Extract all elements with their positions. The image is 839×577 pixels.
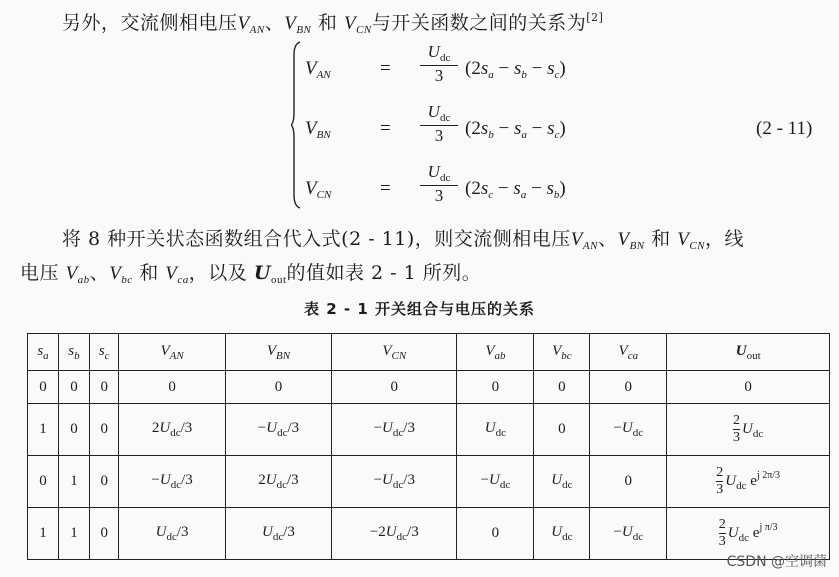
eq-rhs: $(2s_b - s_a - s_c)$ <box>465 118 566 141</box>
equals-sign: = <box>380 58 391 79</box>
para-and: 和 <box>651 228 671 250</box>
watermark: CSDN @空调菌 <box>726 554 827 570</box>
table-cell: 0 <box>534 371 590 404</box>
intro-line <box>62 8 603 36</box>
table-cell: 0 <box>119 371 225 404</box>
citation: [2] <box>586 11 604 24</box>
table-cell: 0 <box>590 371 667 404</box>
fraction <box>420 162 458 206</box>
var-vbn: V <box>284 13 297 34</box>
table-cell: 0 <box>667 371 830 404</box>
th-vab: $V_{ab}$ <box>457 334 534 371</box>
table-cell: 1 <box>58 508 89 560</box>
table-cell: $-U_{dc}$ <box>457 456 534 508</box>
frac-num: U <box>427 102 440 121</box>
eq-lhs-sub: CN <box>316 189 332 201</box>
table-cell: $U_{dc}$ <box>534 456 590 508</box>
table-row <box>28 508 830 560</box>
table-cell: $U_{dc}/3$ <box>119 508 225 560</box>
table-cell: $U_{dc}$ <box>534 508 590 560</box>
table-row <box>28 371 830 404</box>
table-cell: $-U_{dc}/3$ <box>225 404 331 456</box>
table-cell: 0 <box>28 456 59 508</box>
equals-sign: = <box>380 178 391 199</box>
table-caption: 表 2 - 1 开关组合与电压的关系 <box>304 300 535 318</box>
intro-text-a: 另外，交流侧相电压 <box>62 12 238 34</box>
fraction <box>420 42 458 86</box>
para-line-1: 将 8 种开关状态函数组合代入式(2 - 11)，则交流侧相电压$V_{AN}$、$V_{BN}$ 和 $V_{CN}$，线 <box>62 228 745 252</box>
table-cell: 1 <box>28 404 59 456</box>
equals-sign: = <box>380 118 391 139</box>
sep: 、 <box>264 12 285 34</box>
table-cell: $U_{dc}$ <box>457 404 534 456</box>
table-cell: $-U_{dc}/3$ <box>332 456 457 508</box>
table-cell: $U_{dc}/3$ <box>225 508 331 560</box>
frac-den: 3 <box>434 66 444 85</box>
para-text: 电压 <box>20 262 60 284</box>
th-sb: $s_b$ <box>58 334 89 371</box>
fraction <box>420 102 458 146</box>
th-van: $V_{AN}$ <box>119 334 225 371</box>
th-sa: $s_a$ <box>28 334 59 371</box>
table-header-row <box>28 334 830 371</box>
eq-lhs: V <box>305 118 317 139</box>
table-cell: $-U_{dc}$ <box>590 508 667 560</box>
table-cell: 1 <box>58 456 89 508</box>
para-sep: 、 <box>89 262 110 284</box>
table-cell: $-U_{dc}$ <box>590 404 667 456</box>
equation-number: (2 - 11) <box>756 118 813 139</box>
frac-num-sub: dc <box>439 52 451 64</box>
eq-lhs-sub: AN <box>316 69 331 81</box>
eq-lhs-sub: BN <box>316 129 331 141</box>
intro-text-b: 与开关函数之间的关系为 <box>371 12 587 34</box>
table-row <box>28 456 830 508</box>
para-sep: 、 <box>597 228 618 250</box>
table-cell: 0 <box>89 508 118 560</box>
voltage-table <box>27 333 830 560</box>
var-vcn-sub: CN <box>356 24 372 36</box>
th-vcn: $V_{CN}$ <box>332 334 457 371</box>
table-cell: 0 <box>58 404 89 456</box>
eq-rhs: $(2s_c - s_a - s_b)$ <box>465 178 566 201</box>
frac-den: 3 <box>434 126 444 145</box>
para-text: 将 8 种开关状态函数组合代入式(2 - 11)，则交流侧相电压 <box>62 228 571 250</box>
var-vbn-sub: BN <box>296 24 312 36</box>
eq-lhs: V <box>305 58 317 79</box>
var-van: V <box>237 13 250 34</box>
table-cell: $2U_{dc}/3$ <box>225 456 331 508</box>
th-sc: $s_c$ <box>89 334 118 371</box>
table-cell: 0 <box>457 371 534 404</box>
table-cell: 0 <box>225 371 331 404</box>
table-cell: $\frac{2}{3}$ $U_{dc}$ $e^{j \pi/3}$ <box>667 508 830 560</box>
brace-symbol <box>291 40 301 210</box>
table-cell: $-2U_{dc}/3$ <box>332 508 457 560</box>
table-cell: 0 <box>28 371 59 404</box>
frac-num: U <box>427 42 440 61</box>
para-and: 和 <box>139 262 159 284</box>
table-cell: 0 <box>332 371 457 404</box>
para-text: ，以及 <box>188 262 248 284</box>
table-cell: 0 <box>457 508 534 560</box>
frac-num-sub: dc <box>439 112 451 124</box>
frac-num: U <box>427 162 440 181</box>
table-cell: $\frac{2}{3}$ $U_{dc}$ <box>667 404 830 456</box>
para-text: 的值如表 2 - 1 所列。 <box>286 262 482 284</box>
para-line-2: 电压 $V_{ab}$、$V_{bc}$ 和 $V_{ca}$，以及 $U_{out}$的值如表 2 - 1 所列。 <box>20 262 482 286</box>
th-uout: $U_{out}$ <box>667 334 830 371</box>
eq-lhs: V <box>305 178 317 199</box>
table-cell: 0 <box>89 456 118 508</box>
table-row <box>28 404 830 456</box>
table-cell: $2U_{dc}/3$ <box>119 404 225 456</box>
frac-den: 3 <box>434 186 444 205</box>
table-cell: $-U_{dc}/3$ <box>332 404 457 456</box>
var-van-sub: AN <box>249 24 265 36</box>
table-cell: 0 <box>590 456 667 508</box>
para-text: ，线 <box>705 228 745 250</box>
table-cell: 0 <box>89 371 118 404</box>
th-vca: $V_{ca}$ <box>590 334 667 371</box>
table-cell: $\frac{2}{3}$ $U_{dc}$ $e^{j 2\pi/3}$ <box>667 456 830 508</box>
table-cell: 0 <box>58 371 89 404</box>
var-vcn: V <box>343 13 357 34</box>
th-vbn: $V_{BN}$ <box>225 334 331 371</box>
table-cell: 0 <box>89 404 118 456</box>
frac-num-sub: dc <box>439 172 451 184</box>
eq-rhs: $(2s_a - s_b - s_c)$ <box>465 58 566 81</box>
table-cell: 0 <box>534 404 590 456</box>
table-cell: $-U_{dc}/3$ <box>119 456 225 508</box>
and-word: 和 <box>317 12 338 34</box>
th-vbc: $V_{bc}$ <box>534 334 590 371</box>
table-cell: 1 <box>28 508 59 560</box>
